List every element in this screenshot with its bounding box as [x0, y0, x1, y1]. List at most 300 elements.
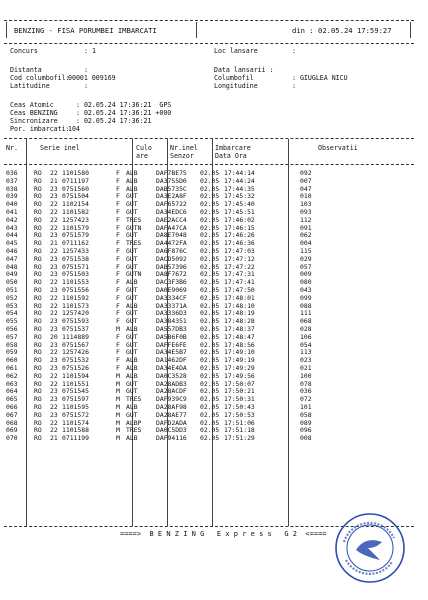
- row-time: 17:46:36: [224, 239, 255, 248]
- row-color: GUT: [126, 379, 138, 388]
- row-ring: 1101551: [62, 379, 89, 388]
- row-nr: 052: [6, 293, 18, 302]
- row-color: ALB: [126, 356, 138, 365]
- row-color: GUT: [126, 348, 138, 357]
- row-country: RO: [34, 207, 42, 216]
- cod-columbofil-value: 00001 009169: [68, 74, 116, 82]
- row-sex: F: [116, 348, 120, 357]
- row-sensor: DA1462DF: [156, 356, 187, 365]
- row-country: RO: [34, 418, 42, 427]
- row-time: 17:49:29: [224, 363, 255, 372]
- row-ring: 0751571: [62, 262, 89, 271]
- row-ring: 0711199: [62, 434, 89, 443]
- row-color: GUT: [126, 293, 138, 302]
- row-date: 02.05: [200, 176, 220, 185]
- ceas-benzing-label: Ceas BENZING: [10, 109, 58, 117]
- row-obs: 043: [300, 285, 312, 294]
- longitudine-value: :: [292, 82, 296, 90]
- row-date: 02.05: [200, 418, 220, 427]
- row-obs: 054: [300, 340, 312, 349]
- row-country: RO: [34, 231, 42, 240]
- row-sex: M: [116, 387, 120, 396]
- row-year: 21: [50, 434, 58, 443]
- row-date: 02.05: [200, 309, 220, 318]
- row-color: GUTN: [126, 270, 142, 279]
- row-ring: 0751532: [62, 356, 89, 365]
- row-sensor: DA0E9069: [156, 285, 187, 294]
- row-ring: 0751572: [62, 410, 89, 419]
- row-color: GUT: [126, 285, 138, 294]
- row-nr: 069: [6, 426, 18, 435]
- row-sex: F: [116, 200, 120, 209]
- row-date: 02.05: [200, 200, 220, 209]
- row-nr: 044: [6, 231, 18, 240]
- row-date: 02.05: [200, 184, 220, 193]
- row-nr: 050: [6, 278, 18, 287]
- row-sex: M: [116, 402, 120, 411]
- row-sensor: DA6F876C: [156, 246, 187, 255]
- row-year: 22: [50, 293, 58, 302]
- row-sensor: DAB5735C: [156, 184, 187, 193]
- row-time: 17:49:10: [224, 348, 255, 357]
- row-country: RO: [34, 371, 42, 380]
- row-time: 17:48:56: [224, 340, 255, 349]
- row-sensor: DA28ADB3: [156, 379, 187, 388]
- row-sex: F: [116, 169, 120, 177]
- row-ring: 0711197: [62, 176, 89, 185]
- row-sensor: DA34EDC6: [156, 207, 187, 216]
- distanta-label: Distanta: [10, 66, 42, 74]
- row-obs: 112: [300, 215, 312, 224]
- row-country: RO: [34, 293, 42, 302]
- row-country: RO: [34, 200, 42, 209]
- row-nr: 042: [6, 215, 18, 224]
- row-obs: 103: [300, 200, 312, 209]
- row-obs: 004: [300, 239, 312, 248]
- row-date: 02.05: [200, 270, 220, 279]
- row-obs: 036: [300, 387, 312, 396]
- row-nr: 037: [6, 176, 18, 185]
- row-ring: 1114889: [62, 332, 89, 341]
- row-ring: 1101582: [62, 207, 89, 216]
- row-country: RO: [34, 246, 42, 255]
- row-nr: 067: [6, 410, 18, 419]
- row-sensor: DAF94116: [156, 434, 187, 443]
- row-sensor: DAF65722: [156, 200, 187, 209]
- row-country: RO: [34, 324, 42, 333]
- row-country: RO: [34, 192, 42, 201]
- row-sex: F: [116, 254, 120, 263]
- row-date: 02.05: [200, 246, 220, 255]
- row-sensor: DAE2ACC4: [156, 215, 187, 224]
- row-color: TRES: [126, 239, 142, 248]
- print-date-value: 02.05.24 17:59:27: [318, 26, 392, 35]
- latitudine-value: :: [84, 82, 88, 90]
- longitudine-label: Longitudine: [214, 82, 258, 90]
- row-sex: F: [116, 317, 120, 326]
- row-date: 02.05: [200, 410, 220, 419]
- row-time: 17:49:19: [224, 356, 255, 365]
- row-country: RO: [34, 317, 42, 326]
- row-sex: M: [116, 434, 120, 443]
- row-date: 02.05: [200, 223, 220, 232]
- row-year: 23: [50, 262, 58, 271]
- row-ring: 0751537: [62, 324, 89, 333]
- pigeon-table: [6, 170, 330, 443]
- row-date: 02.05: [200, 262, 220, 271]
- row-date: 02.05: [200, 363, 220, 372]
- header-right-bar: [410, 22, 411, 38]
- row-year: 20: [50, 332, 58, 341]
- row-color: ALBP: [126, 418, 142, 427]
- row-year: 22: [50, 169, 58, 177]
- row-sex: F: [116, 207, 120, 216]
- row-date: 02.05: [200, 324, 220, 333]
- row-sensor: DA0C5DD3: [156, 426, 187, 435]
- row-ring: 0751538: [62, 254, 89, 263]
- row-nr: 063: [6, 379, 18, 388]
- row-obs: 091: [300, 223, 312, 232]
- row-color: TRES: [126, 395, 142, 404]
- data-lansarii-label: Data lansarii :: [214, 66, 274, 74]
- col-nrinel-header-2: Senzor: [170, 152, 194, 160]
- row-nr: 049: [6, 270, 18, 279]
- row-color: ALB: [126, 402, 138, 411]
- row-year: 23: [50, 285, 58, 294]
- row-ring: 0711162: [62, 239, 89, 248]
- row-year: 21: [50, 176, 58, 185]
- row-nr: 065: [6, 395, 18, 404]
- row-ring: 1257423: [62, 215, 89, 224]
- row-ring: 0751597: [62, 395, 89, 404]
- row-nr: 046: [6, 246, 18, 255]
- row-color: GUT: [126, 207, 138, 216]
- row-sensor: DAC3F3B6: [156, 278, 187, 287]
- row-date: 02.05: [200, 293, 220, 302]
- row-sex: F: [116, 285, 120, 294]
- row-ring: 0751545: [62, 387, 89, 396]
- row-sex: F: [116, 231, 120, 240]
- sincronizare-label: Sincronizare: [10, 117, 58, 125]
- row-year: 23: [50, 324, 58, 333]
- row-country: RO: [34, 215, 42, 224]
- sincronizare-value: : 02.05.24 17:36:21: [76, 117, 152, 125]
- row-sensor: DA34E4DA: [156, 363, 187, 372]
- row-date: 02.05: [200, 402, 220, 411]
- row-date: 02.05: [200, 207, 220, 216]
- row-time: 17:50:21: [224, 387, 255, 396]
- row-nr: 055: [6, 317, 18, 326]
- row-year: 23: [50, 254, 58, 263]
- row-sensor: DA0C3528: [156, 371, 187, 380]
- row-ring: 1101553: [62, 278, 89, 287]
- row-country: RO: [34, 363, 42, 372]
- row-time: 17:51:06: [224, 418, 255, 427]
- row-country: RO: [34, 239, 42, 248]
- row-country: RO: [34, 340, 42, 349]
- row-country: RO: [34, 387, 42, 396]
- row-year: 22: [50, 418, 58, 427]
- row-obs: 057: [300, 262, 312, 271]
- row-sensor: DA3E2A8F: [156, 192, 187, 201]
- row-sex: F: [116, 262, 120, 271]
- header-left-bar: [6, 22, 7, 38]
- row-obs: 047: [300, 184, 312, 193]
- row-nr: 066: [6, 402, 18, 411]
- row-obs: 106: [300, 332, 312, 341]
- row-color: GUT: [126, 200, 138, 209]
- row-sensor: DA384351: [156, 317, 187, 326]
- col-imbarcare-header-2: Data Ora: [215, 152, 247, 160]
- row-obs: 078: [300, 379, 312, 388]
- row-date: 02.05: [200, 231, 220, 240]
- row-year: 23: [50, 387, 58, 396]
- row-ring: 1257426: [62, 348, 89, 357]
- row-nr: 056: [6, 324, 18, 333]
- row-obs: 096: [300, 426, 312, 435]
- row-sex: F: [116, 293, 120, 302]
- row-country: RO: [34, 262, 42, 271]
- row-nr: 054: [6, 309, 18, 318]
- row-sex: F: [116, 301, 120, 310]
- row-date: 02.05: [200, 192, 220, 201]
- row-year: 22: [50, 246, 58, 255]
- row-year: 22: [50, 215, 58, 224]
- row-sex: M: [116, 379, 120, 388]
- row-country: RO: [34, 285, 42, 294]
- row-sex: M: [116, 395, 120, 404]
- porumbei-imbarcati-value: 104: [68, 125, 80, 133]
- row-time: 17:49:56: [224, 371, 255, 380]
- row-time: 17:44:14: [224, 169, 255, 177]
- row-time: 17:47:22: [224, 262, 255, 271]
- row-sensor: DAF7BE75: [156, 169, 187, 177]
- row-color: ALB: [126, 176, 138, 185]
- row-date: 02.05: [200, 332, 220, 341]
- row-time: 17:48:47: [224, 332, 255, 341]
- row-nr: 068: [6, 418, 18, 427]
- row-country: RO: [34, 309, 42, 318]
- row-year: 23: [50, 410, 58, 419]
- row-obs: 021: [300, 363, 312, 372]
- row-obs: 062: [300, 231, 312, 240]
- row-year: 23: [50, 270, 58, 279]
- row-date: 02.05: [200, 169, 220, 177]
- col-imbarcare-header-1: Imbarcare: [215, 144, 251, 152]
- row-color: TRES: [126, 215, 142, 224]
- row-country: RO: [34, 434, 42, 443]
- row-country: RO: [34, 176, 42, 185]
- row-country: RO: [34, 270, 42, 279]
- print-date-label: din :: [292, 26, 314, 35]
- row-nr: 064: [6, 387, 18, 396]
- row-color: ALB: [126, 301, 138, 310]
- row-sensor: DA3336D3: [156, 309, 187, 318]
- row-time: 17:47:31: [224, 270, 255, 279]
- row-ring: 0751593: [62, 317, 89, 326]
- row-ring: 1101579: [62, 223, 89, 232]
- row-nr: 047: [6, 254, 18, 263]
- row-nr: 036: [6, 169, 18, 177]
- row-color: GUT: [126, 192, 138, 201]
- row-ring: 1257433: [62, 246, 89, 255]
- row-date: 02.05: [200, 239, 220, 248]
- row-year: 22: [50, 348, 58, 357]
- row-year: 22: [50, 402, 58, 411]
- row-sex: F: [116, 278, 120, 287]
- row-nr: 061: [6, 363, 18, 372]
- row-ring: 0751503: [62, 270, 89, 279]
- row-time: 17:45:51: [224, 207, 255, 216]
- columbofil-value: : GIUGLEA NICU: [292, 74, 348, 82]
- row-sex: M: [116, 410, 120, 419]
- row-year: 23: [50, 317, 58, 326]
- row-year: 22: [50, 426, 58, 435]
- row-year: 22: [50, 207, 58, 216]
- row-nr: 039: [6, 192, 18, 201]
- row-country: RO: [34, 410, 42, 419]
- row-year: 23: [50, 356, 58, 365]
- row-color: GUT: [126, 309, 138, 318]
- row-date: 02.05: [200, 379, 220, 388]
- row-country: RO: [34, 184, 42, 193]
- row-color: ALB: [126, 434, 138, 443]
- row-obs: 080: [300, 278, 312, 287]
- col-serie-header: Serie inel: [40, 144, 80, 152]
- table-header-rule: [4, 164, 414, 165]
- row-obs: 100: [300, 371, 312, 380]
- row-nr: 062: [6, 371, 18, 380]
- row-time: 17:48:28: [224, 317, 255, 326]
- row-nr: 048: [6, 262, 18, 271]
- row-nr: 043: [6, 223, 18, 232]
- row-obs: 088: [300, 301, 312, 310]
- row-ring: 1101594: [62, 371, 89, 380]
- row-sex: F: [116, 363, 120, 372]
- row-sex: F: [116, 356, 120, 365]
- row-obs: 101: [300, 402, 312, 411]
- row-color: GUT: [126, 231, 138, 240]
- row-ring: 0751556: [62, 285, 89, 294]
- row-time: 17:47:50: [224, 285, 255, 294]
- row-obs: 007: [300, 176, 312, 185]
- row-sex: M: [116, 426, 120, 435]
- row-date: 02.05: [200, 426, 220, 435]
- row-sensor: DA5B6F0B: [156, 332, 187, 341]
- row-obs: 068: [300, 317, 312, 326]
- row-sex: F: [116, 239, 120, 248]
- row-country: RO: [34, 395, 42, 404]
- row-sex: F: [116, 184, 120, 193]
- row-country: RO: [34, 379, 42, 388]
- row-year: 23: [50, 184, 58, 193]
- ceas-benzing-value: : 02.05.24 17:36:21 +000: [76, 109, 172, 117]
- row-year: 22: [50, 278, 58, 287]
- row-time: 17:44:35: [224, 184, 255, 193]
- row-year: 22: [50, 223, 58, 232]
- row-time: 17:47:03: [224, 246, 255, 255]
- row-sex: M: [116, 324, 120, 333]
- row-obs: 072: [300, 395, 312, 404]
- row-sex: M: [116, 371, 120, 380]
- row-country: RO: [34, 426, 42, 435]
- row-year: 22: [50, 309, 58, 318]
- row-time: 17:48:37: [224, 324, 255, 333]
- row-sex: F: [116, 246, 120, 255]
- row-color: ALB: [126, 371, 138, 380]
- row-obs: 099: [300, 293, 312, 302]
- row-sensor: DA33371A: [156, 301, 187, 310]
- row-obs: 058: [300, 410, 312, 419]
- row-obs: 113: [300, 348, 312, 357]
- row-ring: 1102154: [62, 200, 89, 209]
- row-obs: 029: [300, 254, 312, 263]
- row-nr: 040: [6, 200, 18, 209]
- row-obs: 093: [300, 207, 312, 216]
- row-color: GUT: [126, 262, 138, 271]
- row-nr: 041: [6, 207, 18, 216]
- cod-columbofil-label: Cod columbofil:: [10, 74, 70, 82]
- row-time: 17:50:07: [224, 379, 255, 388]
- col-nr-header: Nr.: [6, 144, 18, 152]
- row-ring: 1101588: [62, 426, 89, 435]
- header-mid-bar: [196, 22, 197, 38]
- row-time: 17:48:19: [224, 309, 255, 318]
- row-obs: 115: [300, 246, 312, 255]
- ceas-atomic-label: Ceas Atomic: [10, 101, 54, 109]
- row-ring: 0751567: [62, 340, 89, 349]
- row-sensor: DA8E7048: [156, 231, 187, 240]
- row-sensor: DA28AF98: [156, 402, 187, 411]
- col-culoare-header-1: Culo: [136, 144, 152, 152]
- row-sensor: DAFD2ADA: [156, 418, 187, 427]
- page-title: BENZING - FISA PORUMBEI IMBARCATI: [14, 26, 157, 35]
- concurs-value: : 1: [84, 47, 96, 55]
- latitudine-label: Latitudine: [10, 82, 50, 90]
- row-time: 17:46:26: [224, 231, 255, 240]
- table-row: [6, 435, 330, 443]
- row-obs: 092: [300, 169, 312, 177]
- col-nrinel-header-1: Nr.inel: [170, 144, 198, 152]
- row-sensor: DAFFE6FE: [156, 340, 187, 349]
- row-time: 17:45:40: [224, 200, 255, 209]
- row-sensor: DAFA47CA: [156, 223, 187, 232]
- row-country: RO: [34, 402, 42, 411]
- row-sensor: DA8F7672: [156, 270, 187, 279]
- row-year: 23: [50, 192, 58, 201]
- row-nr: 051: [6, 285, 18, 294]
- row-color: GUT: [126, 246, 138, 255]
- row-sex: F: [116, 270, 120, 279]
- row-sensor: DA3334CF: [156, 293, 187, 302]
- row-sensor: DA28ACDF: [156, 387, 187, 396]
- row-date: 02.05: [200, 356, 220, 365]
- row-time: 17:47:12: [224, 254, 255, 263]
- row-obs: 028: [300, 324, 312, 333]
- row-nr: 045: [6, 239, 18, 248]
- row-sex: F: [116, 309, 120, 318]
- row-color: ALB: [126, 324, 138, 333]
- row-nr: 058: [6, 340, 18, 349]
- row-ring: 1257420: [62, 309, 89, 318]
- row-ring: 0751560: [62, 184, 89, 193]
- col-culoare-header-2: are: [136, 152, 148, 160]
- row-obs: 009: [300, 270, 312, 279]
- row-time: 17:51:18: [224, 426, 255, 435]
- row-date: 02.05: [200, 215, 220, 224]
- row-color: ALB: [126, 278, 138, 287]
- row-color: GUTN: [126, 223, 142, 232]
